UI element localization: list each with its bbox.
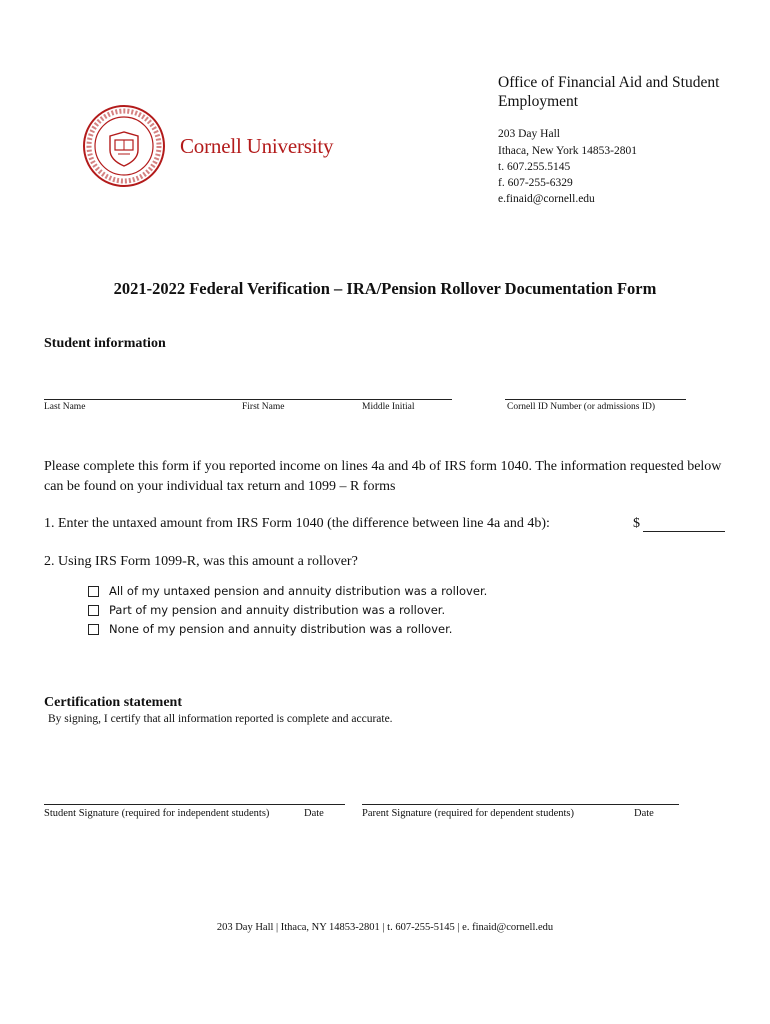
parent-signature-label: Parent Signature (required for dependent students) bbox=[362, 808, 574, 819]
instructions-paragraph: Please complete this form if you reported income on lines 4a and 4b of IRS form 1040. The information requested below can be found on your individual tax return and 1099 – R forms bbox=[44, 459, 722, 494]
question-2: 2. Using IRS Form 1099-R, was this amount a rollover? bbox=[44, 554, 358, 569]
name-line[interactable] bbox=[44, 399, 452, 400]
form-title: 2021-2022 Federal Verification – IRA/Pension Rollover Documentation Form bbox=[113, 279, 657, 298]
checkbox[interactable] bbox=[88, 624, 99, 635]
amount-field[interactable] bbox=[643, 531, 725, 532]
student-date-label: Date bbox=[304, 808, 324, 819]
amount-prefix: $ bbox=[633, 516, 640, 531]
cornell-id-label: Cornell ID Number (or admissions ID) bbox=[507, 402, 656, 412]
option-label: All of my untaxed pension and annuity distribution was a rollover. bbox=[109, 584, 488, 598]
student-signature-label: Student Signature (required for independent students) bbox=[44, 808, 270, 819]
option-label: Part of my pension and annuity distribution was a rollover. bbox=[109, 603, 446, 617]
rollover-option-all[interactable] bbox=[88, 584, 487, 598]
option-label: None of my pension and annuity distribution was a rollover. bbox=[109, 622, 453, 636]
last-name-label: Last Name bbox=[44, 402, 86, 412]
parent-date-label: Date bbox=[634, 808, 654, 819]
middle-initial-label: Middle Initial bbox=[362, 402, 415, 412]
checkbox[interactable] bbox=[88, 586, 99, 597]
question-1: 1. Enter the untaxed amount from IRS Form 1040 (the difference between line 4a and 4b): bbox=[44, 516, 550, 531]
footer-contact: 203 Day Hall | Ithaca, NY 14853-2801 | t. 607-255-5145 | e. finaid@cornell.edu bbox=[216, 922, 554, 933]
first-name-label: First Name bbox=[242, 402, 285, 412]
parent-signature-line[interactable] bbox=[362, 804, 679, 805]
cornell-wordmark: Cornell University bbox=[180, 134, 334, 158]
rollover-option-part[interactable] bbox=[88, 603, 445, 617]
address-line: 203 Day Hall bbox=[498, 128, 560, 140]
cornell-seal-logo bbox=[82, 104, 166, 188]
email-line: e.finaid@cornell.edu bbox=[498, 193, 595, 205]
rollover-option-none[interactable] bbox=[88, 622, 452, 636]
certification-statement: By signing, I certify that all information reported is complete and accurate. bbox=[48, 713, 393, 725]
certification-heading: Certification statement bbox=[44, 695, 183, 710]
phone-line: t. 607.255.5145 bbox=[498, 161, 571, 173]
student-info-heading: Student information bbox=[44, 336, 166, 351]
fax-line: f. 607-255-6329 bbox=[498, 177, 573, 189]
checkbox[interactable] bbox=[88, 605, 99, 616]
student-signature-line[interactable] bbox=[44, 804, 345, 805]
address-line: Ithaca, New York 14853-2801 bbox=[498, 145, 637, 157]
cornell-id-line[interactable] bbox=[505, 399, 686, 400]
office-title: Office of Financial Aid and Student Employment bbox=[498, 74, 720, 110]
